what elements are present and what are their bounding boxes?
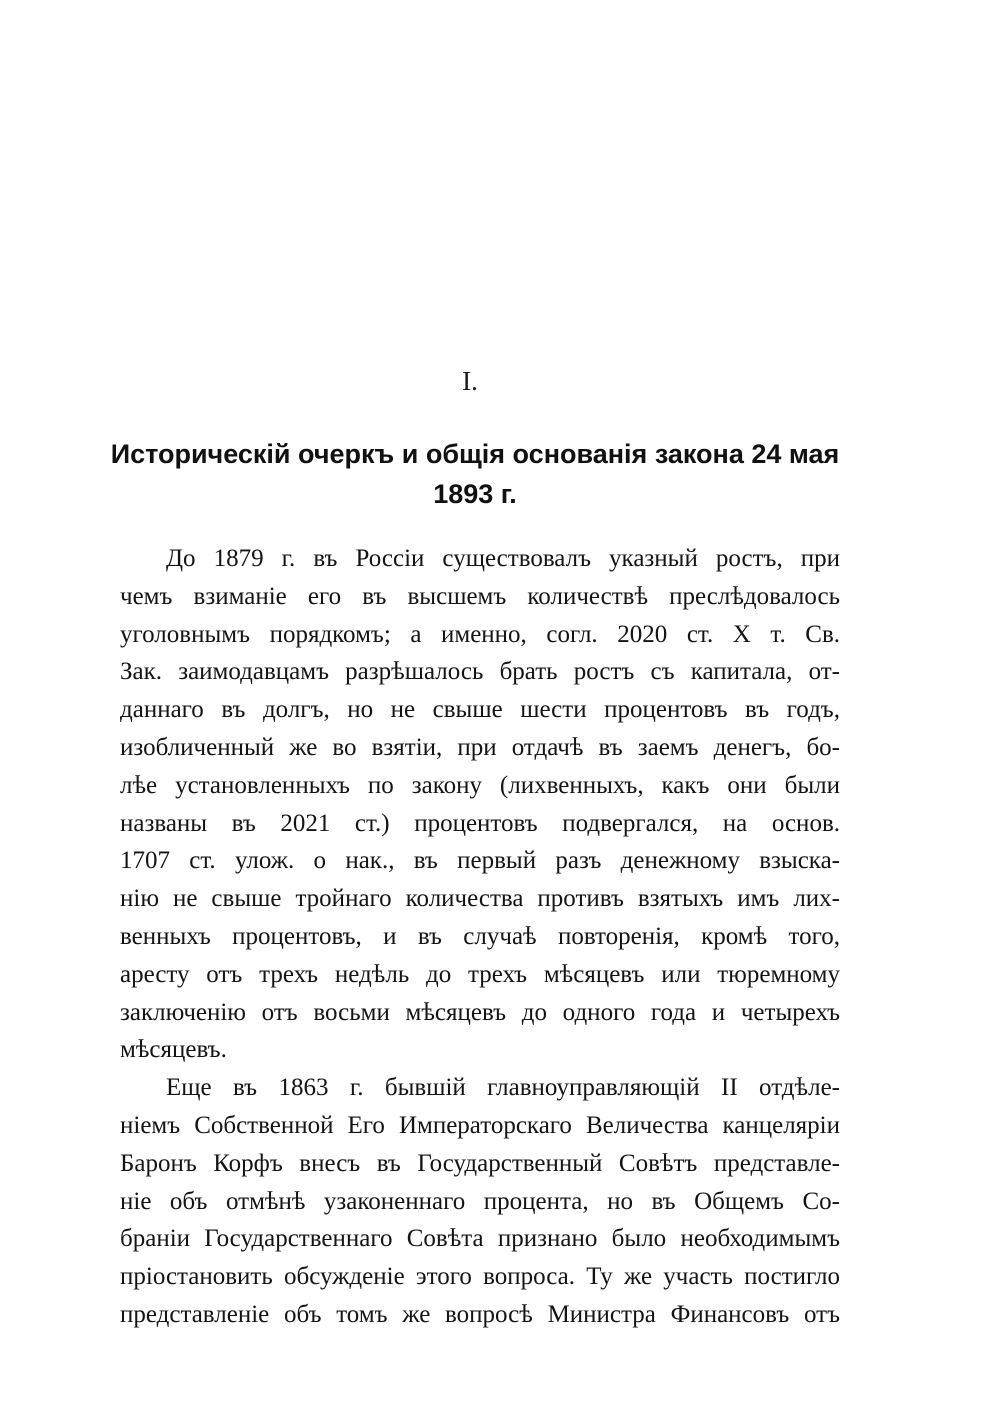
text-line: лѣе установленныхъ по закону (лихвенныхъ, какъ они были bbox=[120, 771, 840, 799]
text-line: ніемъ Собственной Его Императорскаго Величества канцеляріи bbox=[120, 1111, 840, 1139]
text-line: браніи Государственнаго Совѣта признано было необходимымъ bbox=[120, 1225, 840, 1253]
text-line: уголовнымъ порядкомъ; а именно, согл. 2020 ст. X т. Св. bbox=[120, 620, 840, 648]
text-line: изобличенный же во взятіи, при отдачѣ въ заемъ денегъ, бо- bbox=[120, 733, 840, 761]
text-line: ніе объ отмѣнѣ узаконеннаго процента, но въ Общемъ Со- bbox=[120, 1187, 840, 1215]
text-line: даннаго въ долгъ, но не свыше шести процентовъ въ годъ, bbox=[120, 696, 840, 724]
body-text bbox=[120, 540, 840, 1334]
text-line: заключенію отъ восьми мѣсяцевъ до одного года и четырехъ bbox=[120, 998, 840, 1026]
text-line: Зак. заимодавцамъ разрѣшалось брать ростъ съ капитала, от- bbox=[120, 658, 840, 686]
paragraph-2 bbox=[120, 1069, 840, 1334]
paragraph-1 bbox=[120, 540, 840, 1069]
chapter-title bbox=[100, 434, 850, 514]
text-line: чемъ взиманіе его въ высшемъ количествѣ преслѣдовалось bbox=[120, 582, 840, 610]
chapter-title-line-2: 1893 г. bbox=[433, 479, 517, 509]
text-line: 1707 ст. улож. о нак., въ первый разъ денежному взыска- bbox=[120, 847, 840, 875]
text-line: названы въ 2021 ст.) процентовъ подвергался, на основ. bbox=[120, 809, 840, 837]
text-line: венныхъ процентовъ, и въ случаѣ повторенія, кромѣ того, bbox=[120, 922, 840, 950]
text-line: нію не свыше тройнаго количества противъ взятыхъ имъ лих- bbox=[120, 885, 840, 913]
text-line: До 1879 г. въ Россіи существовалъ указный ростъ, при bbox=[166, 545, 840, 572]
section-number: I. bbox=[462, 366, 478, 396]
text-line: представленіе объ томъ же вопросѣ Министра Финансовъ отъ bbox=[120, 1300, 840, 1328]
text-line: мѣсяцевъ. bbox=[120, 1036, 227, 1064]
text-line: Еще въ 1863 г. бывшій главноуправляющій II отдѣле- bbox=[166, 1074, 840, 1102]
chapter-title-line-1: Историческій очеркъ и общія основанія закона 24 мая bbox=[110, 439, 840, 469]
text-line: аресту отъ трехъ недѣль до трехъ мѣсяцевъ или тюремному bbox=[120, 960, 840, 988]
text-line: Баронъ Корфъ внесъ въ Государственный Совѣтъ представле- bbox=[120, 1149, 840, 1177]
text-line: пріостановить обсужденіе этого вопроса. Ту же участь постигло bbox=[120, 1263, 840, 1291]
